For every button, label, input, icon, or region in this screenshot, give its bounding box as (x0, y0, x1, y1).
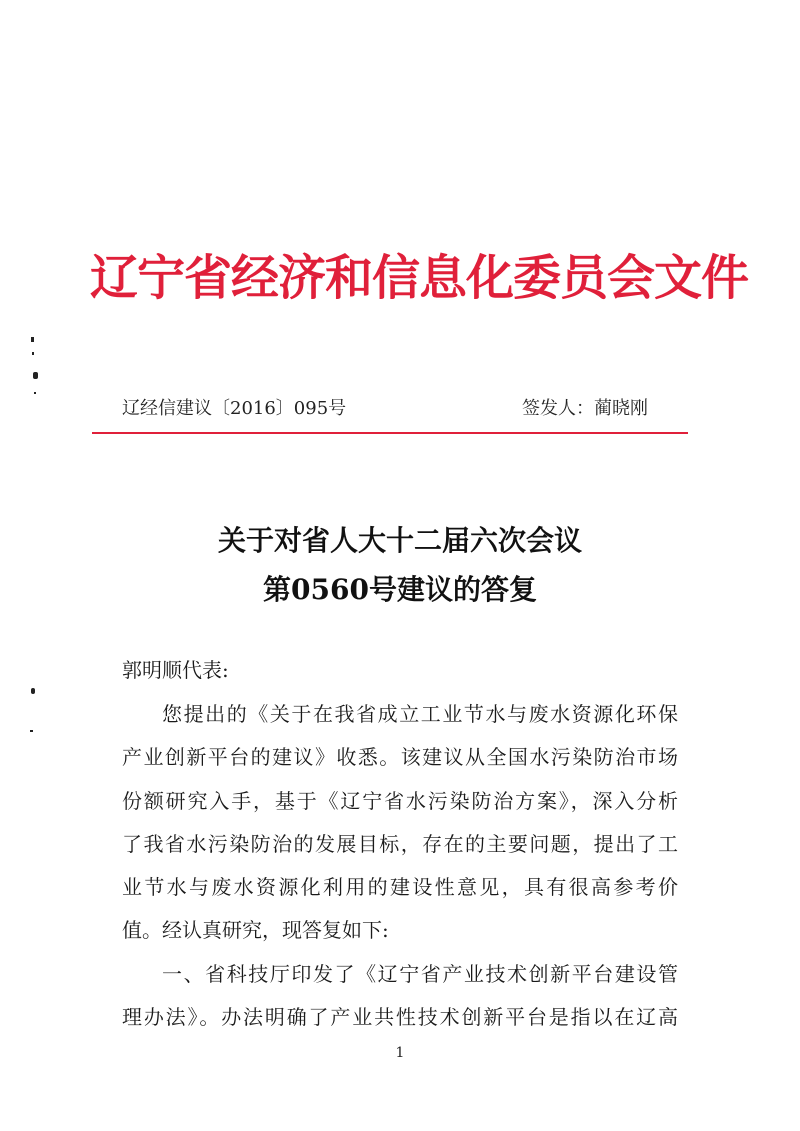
body-line: 份额研究入手，基于《辽宁省水污染防治方案》，深入分析 (122, 789, 678, 813)
document-signer: 签发人：蔺晓刚 (522, 398, 648, 419)
body-line: 业节水与废水资源化利用的建设性意见，具有很高参考价 (122, 875, 678, 899)
scan-mark (31, 688, 35, 694)
scan-mark (31, 337, 34, 342)
document-title-line-2: 第0560号建议的答复 (263, 573, 537, 606)
document-number: 辽经信建议〔2016〕095号 (122, 398, 347, 419)
scan-mark (32, 352, 34, 355)
page-number: 1 (395, 1045, 405, 1061)
body-line: 产业创新平台的建议》收悉。该建议从全国水污染防治市场 (122, 745, 678, 769)
scan-mark (34, 392, 36, 394)
body-line: 了我省水污染防治的发展目标，存在的主要问题，提出了工 (122, 832, 678, 856)
document-title-line-1: 关于对省人大十二届六次会议 (217, 524, 582, 557)
body-line: 一、省科技厅印发了《辽宁省产业技术创新平台建设管 (162, 962, 678, 986)
red-divider-line (92, 432, 688, 434)
body-line: 值。经认真研究，现答复如下: (122, 918, 389, 942)
scan-mark (33, 372, 38, 379)
document-masthead: 辽宁省经济和信息化委员会文件 (90, 250, 749, 306)
salutation: 郭明顺代表: (122, 658, 229, 682)
body-line: 您提出的《关于在我省成立工业节水与废水资源化环保 (162, 702, 678, 726)
scan-mark (30, 730, 33, 732)
body-line: 理办法》。办法明确了产业共性技术创新平台是指以在辽高 (122, 1005, 678, 1029)
